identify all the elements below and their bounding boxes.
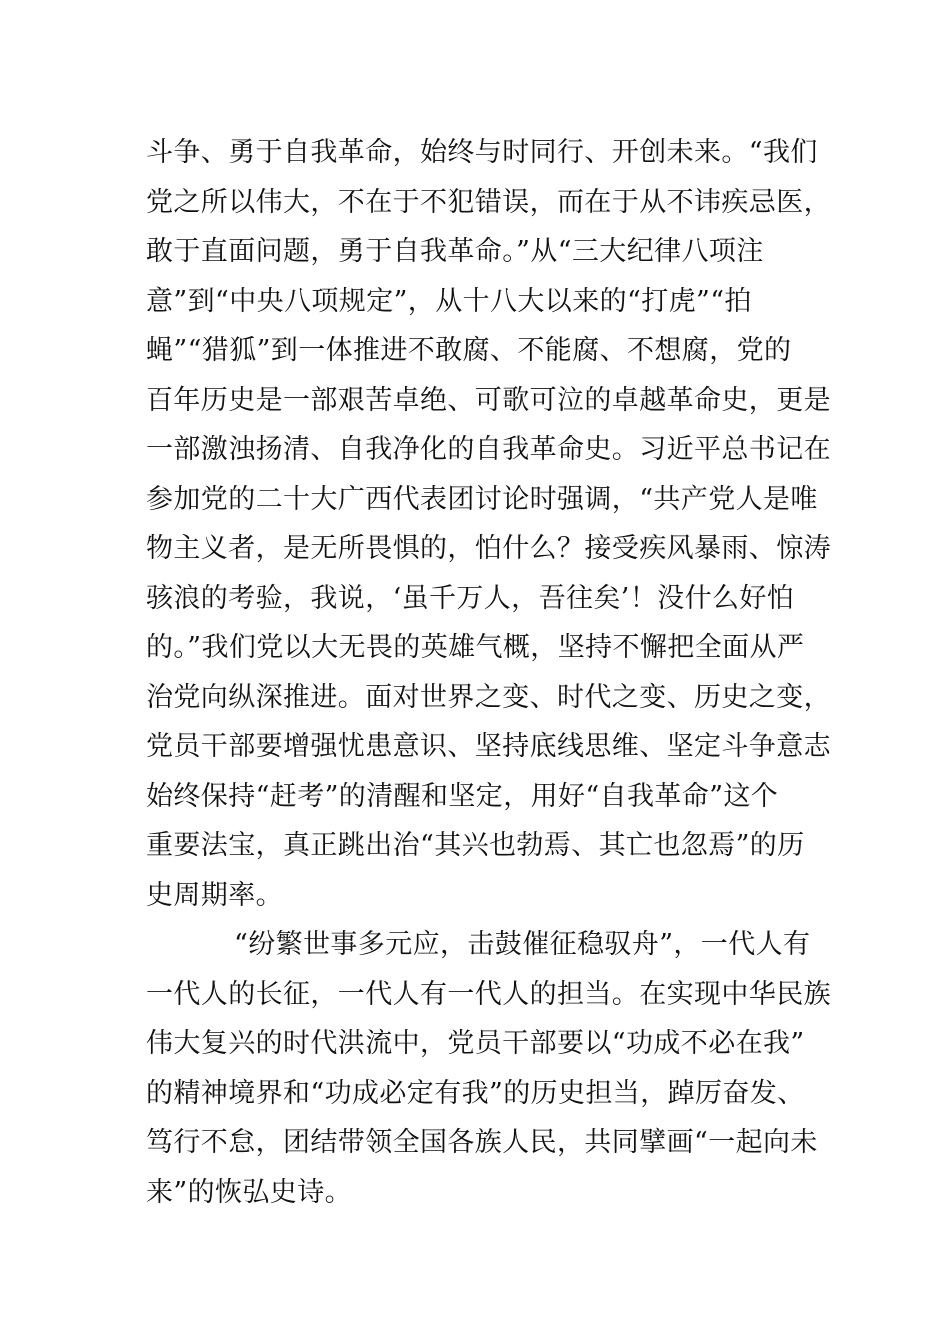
text-line-21: 笃行不怠，团结带领全国各族人民，共同擘画“一起向未 — [146, 1127, 818, 1158]
text-line-17: “纷繁世事多元应，击鼓催征稳驭舟”，一代人有 — [234, 929, 811, 960]
text-line-18: 一代人的长征，一代人有一代人的担当。在实现中华民族 — [146, 978, 831, 1010]
text-line-1: 斗争、勇于自我革命，始终与时同行、开创未来。“我们 — [146, 137, 818, 168]
text-line-9: 物主义者，是无所畏惧的，怕什么？接受疾风暴雨、惊涛 — [146, 533, 831, 564]
text-line-5: 蝇”“猎狐”到一体推进不敢腐、不能腐、不想腐，党的 — [146, 335, 792, 366]
text-line-12: 治党向纵深推进。面对世界之变、时代之变、历史之变， — [146, 681, 831, 713]
text-line-14: 始终保持“赶考”的清醒和坚定，用好“自我革命”这个 — [146, 780, 779, 812]
text-line-7: 一部激浊扬清、自我净化的自我革命史。习近平总书记在 — [146, 434, 831, 465]
text-line-6: 百年历史是一部艰苦卓绝、可歌可泣的卓越革命史，更是 — [146, 384, 831, 416]
text-line-8: 参加党的二十大广西代表团讨论时强调，“共产党人是唯 — [146, 483, 818, 515]
text-line-13: 党员干部要增强忧患意识、坚持底线思维、坚定斗争意志 — [146, 731, 831, 762]
text-line-22: 来”的恢弘史诗。 — [146, 1176, 353, 1208]
text-line-3: 敢于直面问题，勇于自我革命。”从“三大纪律八项注 — [146, 236, 764, 267]
text-line-16: 史周期率。 — [146, 879, 283, 911]
text-line-11: 的。”我们党以大无畏的英雄气概，坚持不懈把全面从严 — [146, 632, 805, 663]
text-line-15: 重要法宝，真正跳出治“其兴也勃焉、其亡也忽焉”的历 — [146, 830, 805, 861]
text-line-19: 伟大复兴的时代洪流中，党员干部要以“功成不必在我” — [146, 1028, 805, 1059]
body-text — [146, 128, 831, 1217]
text-line-2: 党之所以伟大，不在于不犯错误，而在于从不讳疾忌医， — [146, 186, 831, 218]
text-line-10: 骇浪的考验，我说，‘虽千万人，吾往矣’！没什么好怕 — [146, 582, 795, 614]
text-line-20: 的精神境界和“功成必定有我”的历史担当，踔厉奋发、 — [146, 1077, 805, 1109]
text-line-4: 意”到“中央八项规定”，从十八大以来的“打虎”“拍 — [146, 285, 752, 317]
